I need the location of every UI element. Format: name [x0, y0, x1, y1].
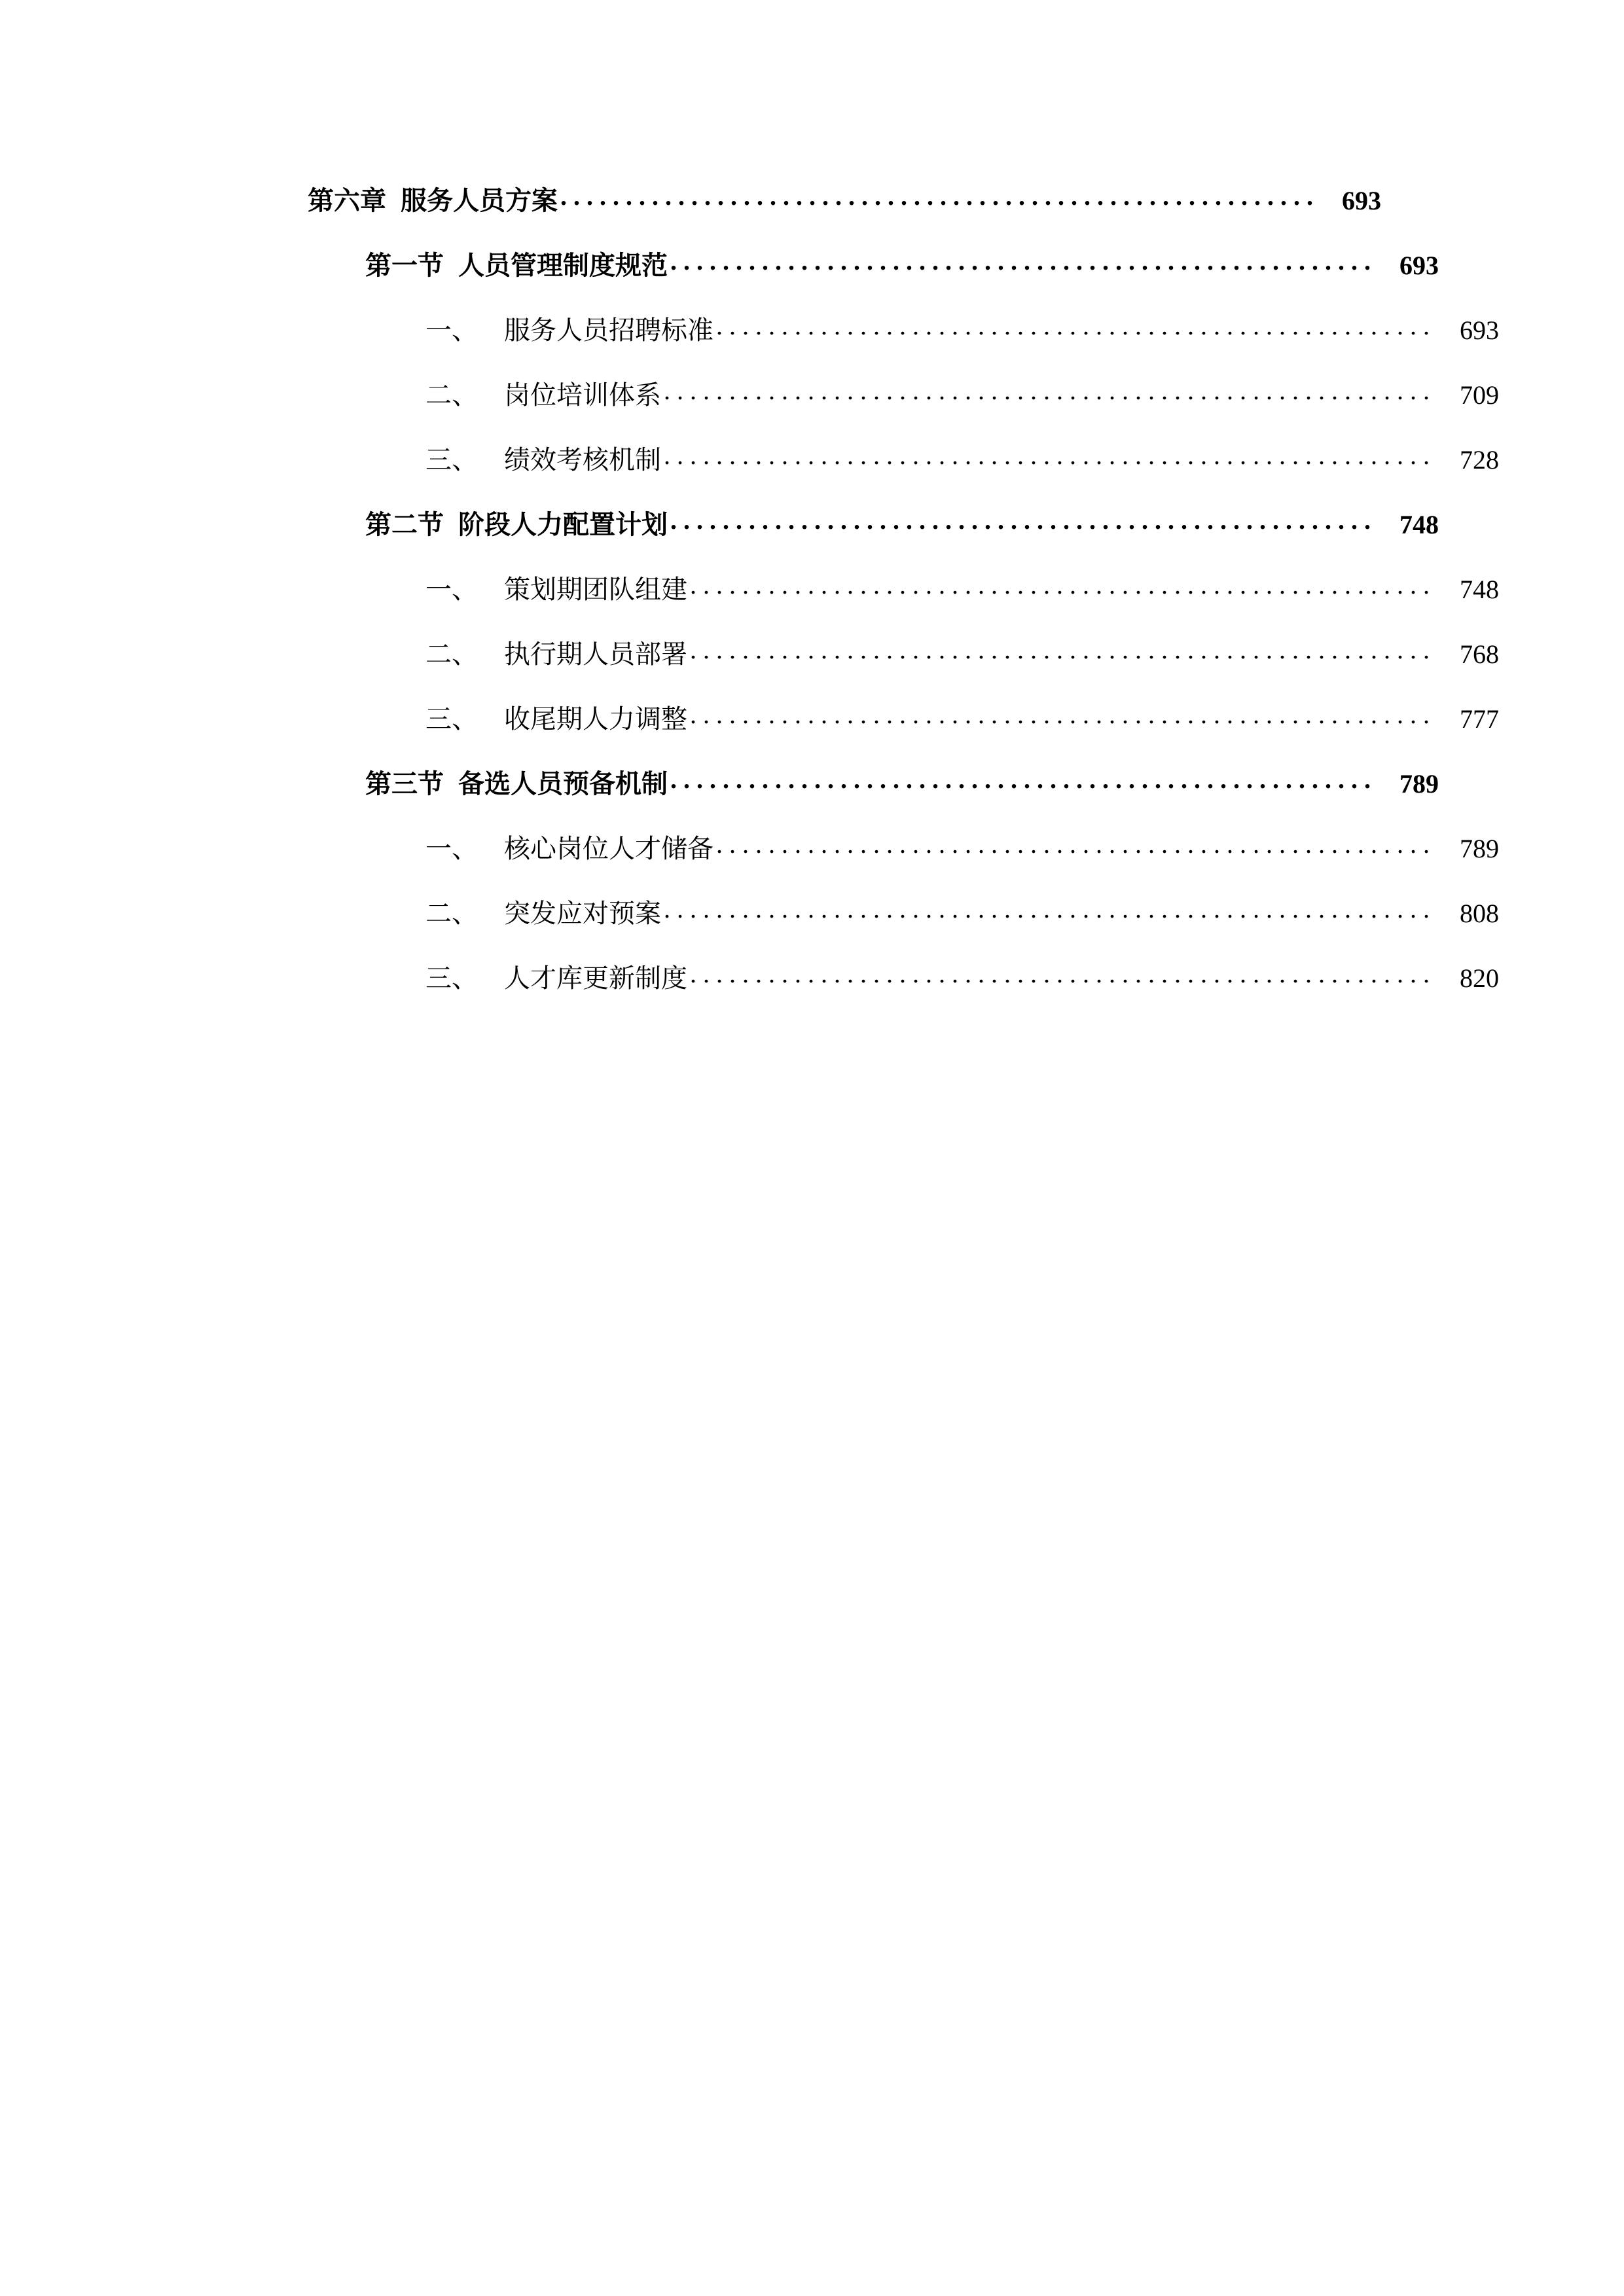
toc-entry-title: 服务人员方案 [401, 186, 558, 215]
toc-entry[interactable] [308, 766, 1439, 797]
toc-entry-page-number: 709 [1460, 380, 1499, 410]
toc-leader-dots [664, 896, 1431, 922]
toc-entry-number: 第三节 [365, 769, 444, 798]
toc-leader-dots [716, 831, 1431, 857]
toc-entry-number: 三、 [425, 704, 478, 734]
toc-entry-page-number: 789 [1460, 834, 1499, 863]
toc-entry-number: 一、 [425, 315, 478, 345]
toc-entry-number: 二、 [425, 639, 478, 669]
toc-entry-number: 一、 [425, 575, 478, 604]
toc-entry-page-number: 768 [1460, 639, 1499, 669]
toc-entry-number: 二、 [425, 380, 478, 410]
toc-entry-page-number: 693 [1399, 251, 1439, 280]
toc-entry-number: 第一节 [365, 251, 444, 280]
toc-entry-number: 一、 [425, 834, 478, 863]
toc-entry-page-number: 728 [1460, 445, 1499, 475]
toc-entry-title: 人才库更新制度 [504, 963, 687, 993]
toc-leader-dots [664, 378, 1431, 404]
toc-entry-number: 三、 [425, 445, 478, 475]
toc-entry-title: 人员管理制度规范 [458, 251, 668, 280]
toc-entry[interactable] [308, 831, 1499, 862]
toc-entry-page-number: 808 [1460, 899, 1499, 928]
toc-leader-dots [690, 637, 1431, 663]
toc-entry-title: 执行期人员部署 [504, 639, 687, 669]
toc-entry[interactable] [308, 507, 1439, 538]
toc-entry-number: 第六章 [308, 186, 386, 215]
toc-entry-page-number: 777 [1460, 704, 1499, 734]
toc-leader-dots [690, 702, 1431, 728]
toc-entry-title: 备选人员预备机制 [458, 769, 668, 798]
toc-leader-dots [690, 961, 1431, 987]
toc-entry[interactable] [308, 248, 1439, 279]
toc-entry-title: 策划期团队组建 [504, 575, 687, 604]
toc-entry[interactable] [308, 313, 1499, 344]
toc-entry-title: 突发应对预案 [504, 899, 661, 928]
toc-entry[interactable] [308, 183, 1381, 214]
toc-entry-number: 二、 [425, 899, 478, 928]
toc-entry-title: 服务人员招聘标准 [504, 315, 713, 345]
toc-entry-page-number: 748 [1399, 510, 1439, 539]
table-of-contents [308, 183, 1499, 1026]
toc-entry-title: 核心岗位人才储备 [504, 834, 713, 863]
toc-entry[interactable] [308, 702, 1499, 732]
toc-entry-number: 三、 [425, 963, 478, 993]
toc-leader-dots [560, 183, 1313, 209]
toc-leader-dots [716, 313, 1431, 339]
toc-entry-page-number: 693 [1342, 186, 1381, 215]
toc-entry-title: 收尾期人力调整 [504, 704, 687, 734]
toc-entry-number: 第二节 [365, 510, 444, 539]
toc-leader-dots [670, 766, 1371, 793]
toc-entry[interactable] [308, 961, 1499, 992]
toc-entry[interactable] [308, 896, 1499, 927]
toc-entry-page-number: 789 [1399, 769, 1439, 798]
toc-entry-page-number: 820 [1460, 963, 1499, 993]
toc-entry[interactable] [308, 637, 1499, 668]
toc-entry-title: 绩效考核机制 [504, 445, 661, 475]
toc-leader-dots [670, 248, 1371, 274]
toc-entry-page-number: 748 [1460, 575, 1499, 604]
toc-leader-dots [690, 572, 1431, 598]
toc-entry-title: 岗位培训体系 [504, 380, 661, 410]
toc-entry-page-number: 693 [1460, 315, 1499, 345]
toc-leader-dots [664, 442, 1431, 469]
toc-leader-dots [670, 507, 1371, 533]
toc-entry[interactable] [308, 572, 1499, 603]
toc-entry[interactable] [308, 378, 1499, 408]
toc-entry[interactable] [308, 442, 1499, 473]
toc-entry-title: 阶段人力配置计划 [458, 510, 668, 539]
